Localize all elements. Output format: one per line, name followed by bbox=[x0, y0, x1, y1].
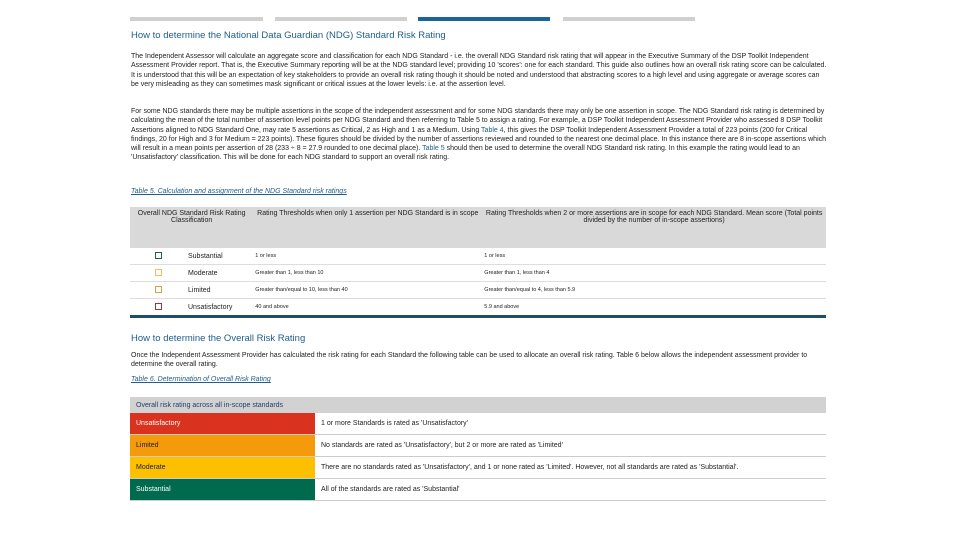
table-row bbox=[130, 248, 826, 265]
progress-step-1 bbox=[130, 17, 263, 21]
threshold-one: 40 and above bbox=[253, 299, 482, 317]
threshold-one: 1 or less bbox=[253, 248, 482, 265]
threshold-many: Greater than/equal to 4, less than 5.9 bbox=[482, 282, 826, 299]
table5-header-classification: Overall NDG Standard Risk Rating Classification bbox=[130, 207, 253, 248]
rating-label: Moderate bbox=[130, 457, 315, 479]
table5 bbox=[130, 207, 826, 318]
progress-step-3-active bbox=[418, 17, 550, 21]
section-title-overall: How to determine the Overall Risk Rating bbox=[131, 333, 306, 344]
paragraph-intro: The Independent Assessor will calculate an aggregate score and classification for each NDG Standard - i.e. the overall NDG Standard risk rating that will appear in the Executive Summary of the DSP Toolkit Independent Assessment Provider report. That is, the Executive Summary reporting will be at the NDG standard level; providing 10 'scores': one for each standard. This guide also outlines how an overall risk rating score can be calculated. It is understood that this will be an expectation of key stakeholders to provide an overall risk rating though it should be noted and understood that abstracting scores to a high level and using aggregate or average scores can be very misleading as they can sometimes mask significant or critical issues at the lower levels: i.e. at the assertion level. bbox=[131, 53, 827, 88]
rating-label: Unsatisfactory bbox=[130, 413, 315, 435]
rating-label: Limited bbox=[186, 282, 253, 299]
table4-link[interactable]: Table 4 bbox=[481, 126, 504, 134]
table-row bbox=[130, 479, 826, 501]
table6 bbox=[130, 397, 826, 501]
rating-description: There are no standards rated as 'Unsatisfactory', and 1 or none rated as 'Limited'. However, not all standards are rated as 'Substantial'. bbox=[315, 457, 826, 479]
table5-header-one: Rating Thresholds when only 1 assertion per NDG Standard is in scope bbox=[253, 207, 482, 248]
table6-header: Overall risk rating across all in-scope standards bbox=[130, 397, 826, 413]
paragraph-overall: Once the Independent Assessment Provider has calculated the risk rating for each Standard the following table can be used to allocate an overall risk rating. Table 6 below allows the independent assessment provider to determine the overall rating. bbox=[131, 352, 808, 369]
table-row bbox=[130, 265, 826, 282]
rating-label: Moderate bbox=[186, 265, 253, 282]
rating-label: Substantial bbox=[186, 248, 253, 265]
section-title-ndg: How to determine the National Data Guardian (NDG) Standard Risk Rating bbox=[131, 30, 446, 41]
threshold-many: 5.9 and above bbox=[482, 299, 826, 317]
paragraph-example bbox=[131, 107, 827, 163]
table5-caption[interactable]: Table 5. Calculation and assignment of the NDG Standard risk ratings bbox=[131, 188, 347, 195]
rating-description: All of the standards are rated as 'Substantial' bbox=[315, 479, 826, 501]
rating-square-icon bbox=[155, 286, 162, 293]
para2-text-c: should then be used to determine the overall NDG Standard risk rating. In this example the rating would lead to an 'Unsatisfactory' classification. This will be done for each NDG standard to support an overall risk rating. bbox=[131, 145, 800, 162]
threshold-one: Greater than/equal to 10, less than 40 bbox=[253, 282, 482, 299]
threshold-one: Greater than 1, less than 10 bbox=[253, 265, 482, 282]
progress-step-2 bbox=[275, 17, 407, 21]
rating-label: Limited bbox=[130, 435, 315, 457]
table-row bbox=[130, 435, 826, 457]
rating-square-icon bbox=[155, 252, 162, 259]
rating-square-icon bbox=[155, 303, 162, 310]
table-row bbox=[130, 282, 826, 299]
rating-square-icon bbox=[155, 269, 162, 276]
table-row bbox=[130, 299, 826, 317]
progress-step-4 bbox=[563, 17, 695, 21]
rating-description: No standards are rated as 'Unsatisfactory', but 2 or more are rated as 'Limited' bbox=[315, 435, 826, 457]
rating-label: Substantial bbox=[130, 479, 315, 501]
table5-header-many: Rating Thresholds when 2 or more assertions are in scope for each NDG Standard. Mean score (Total points divided by the number of in-scope assertions) bbox=[482, 207, 826, 248]
rating-description: 1 or more Standards is rated as 'Unsatisfactory' bbox=[315, 413, 826, 435]
rating-label: Unsatisfactory bbox=[186, 299, 253, 317]
threshold-many: 1 or less bbox=[482, 248, 826, 265]
threshold-many: Greater than 1, less than 4 bbox=[482, 265, 826, 282]
table-row bbox=[130, 457, 826, 479]
para2-text-a: For some NDG standards there may be multiple assertions in the scope of the independent assessment and for some NDG standards there may only be one assertion in scope. The NDG Standard risk rating is determined by calculating the mean of the total number of assertion level points per NDG Standard and then referring to Table 5 to assign a rating. For example, a DSP Toolkit Independent Assessment Provider who assessed 8 DSP Toolkit Assertions aligned to NDG Standard One, may rate 5 assertions as Critical, 2 as High and 1 as a Medium. Using bbox=[131, 108, 825, 134]
table6-caption[interactable]: Table 6. Determination of Overall Risk Rating bbox=[131, 376, 271, 383]
table5-link[interactable]: Table 5 bbox=[422, 145, 445, 153]
table-row bbox=[130, 413, 826, 435]
para2-text-b: , this gives the DSP Toolkit Independent Assessment Provider a total of 223 points (200 for Critical findings, 20 for High and 3 for Medium = 223 points). These figures should be divided by the number of assertions reviewed and rounded to the nearest one decimal place. In this instance there are 8 in-scope assertions which will result in a mean points per assertion of 28 (233 ÷ 8 = 27.9 rounded to one decimal place). bbox=[131, 126, 827, 153]
